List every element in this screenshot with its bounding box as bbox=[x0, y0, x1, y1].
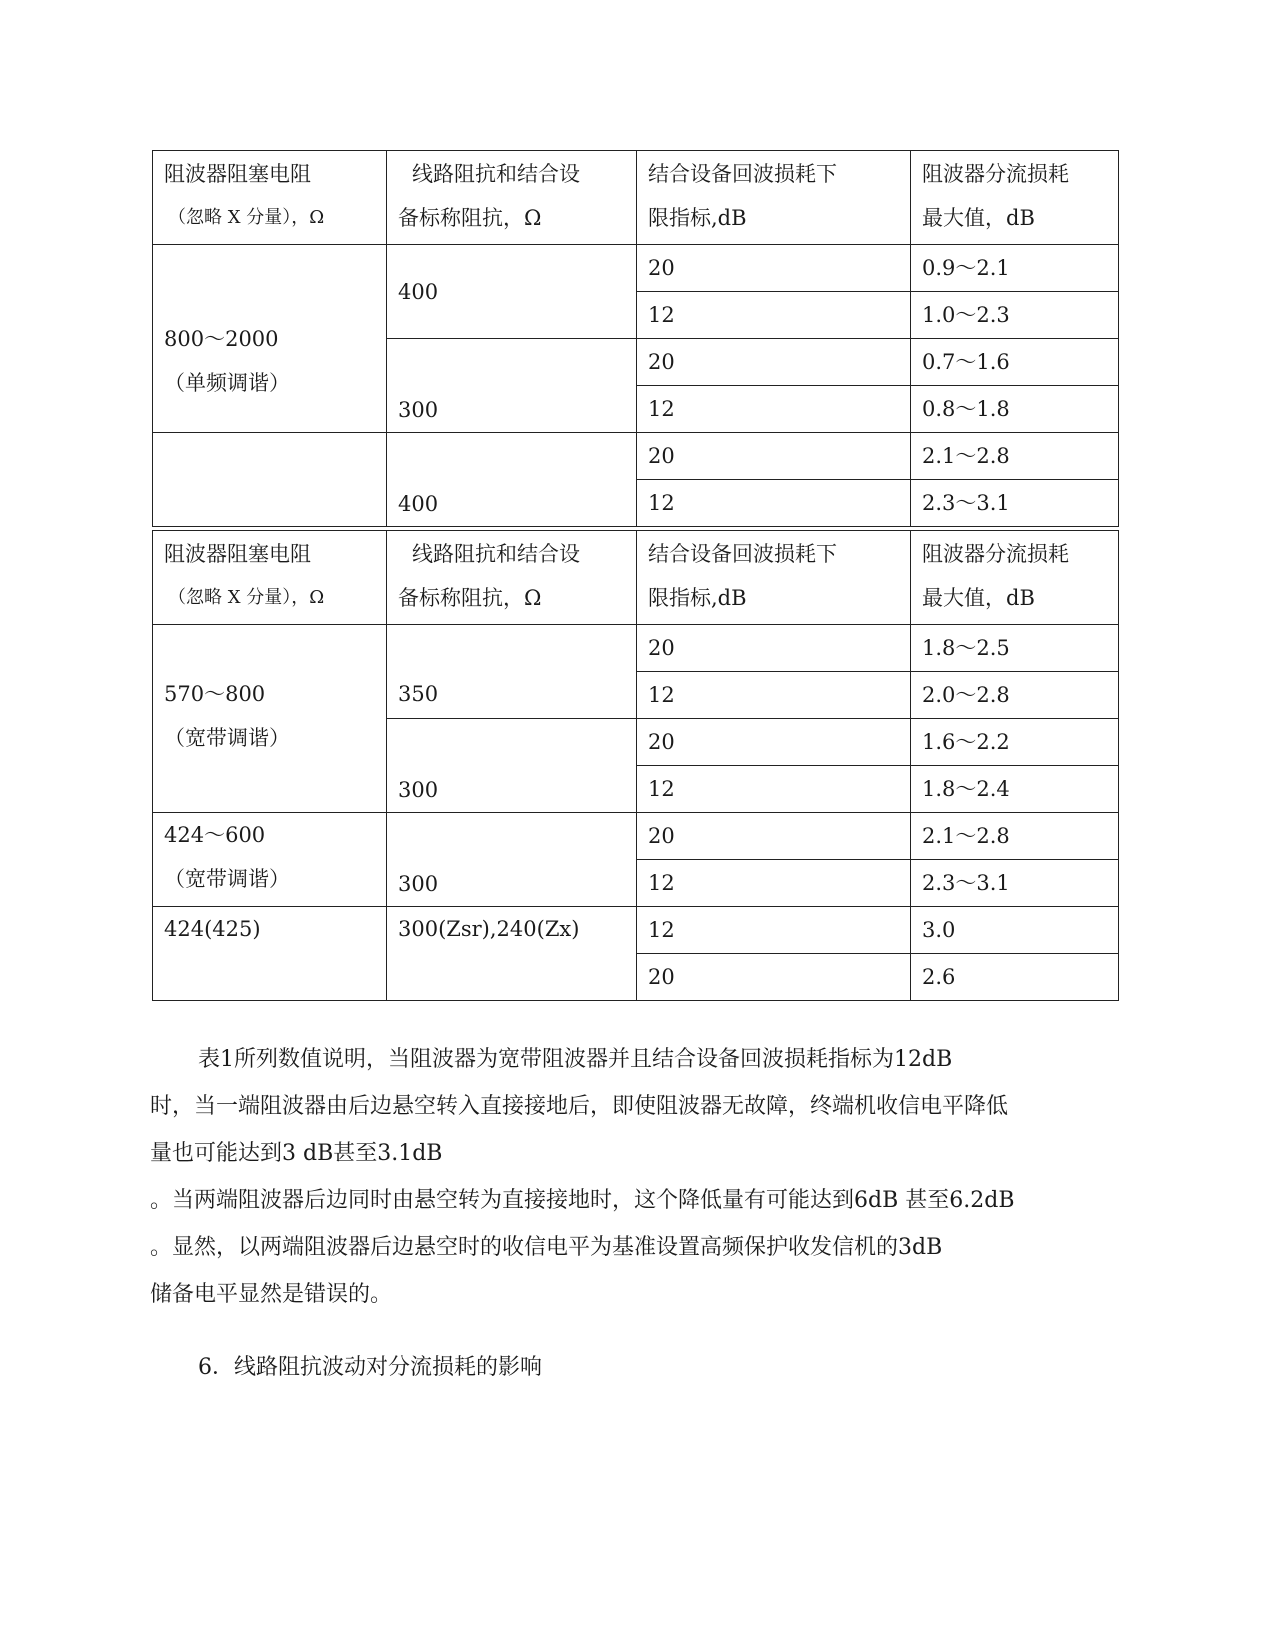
table-broadband bbox=[152, 530, 1119, 1001]
table-header-row bbox=[153, 531, 1119, 625]
table-row bbox=[153, 625, 1119, 672]
shunt-loss-cell: 1.8～2.4 bbox=[911, 766, 1119, 813]
header-blocking-resistance: 阻波器阻塞电阻 （忽略 X 分量），Ω bbox=[153, 151, 387, 245]
paragraph-line: 表1所列数值说明，当阻波器为宽带阻波器并且结合设备回波损耗指标为12dB bbox=[198, 1047, 953, 1072]
shunt-loss-cell: 2.1～2.8 bbox=[911, 433, 1119, 480]
shunt-loss-cell: 2.1～2.8 bbox=[911, 813, 1119, 860]
return-loss-cell: 20 bbox=[637, 433, 911, 480]
impedance-cell: 300(Zsr),240(Zx) bbox=[387, 907, 637, 1001]
table-row bbox=[153, 907, 1119, 954]
shunt-loss-cell: 2.6 bbox=[911, 954, 1119, 1001]
return-loss-cell: 12 bbox=[637, 386, 911, 433]
blocking-resistance-cell: 800～2000 （单频调谐） bbox=[153, 245, 387, 433]
shunt-loss-cell: 2.0～2.8 bbox=[911, 672, 1119, 719]
return-loss-cell: 20 bbox=[637, 245, 911, 292]
shunt-loss-cell: 1.8～2.5 bbox=[911, 625, 1119, 672]
return-loss-cell: 20 bbox=[637, 339, 911, 386]
table-row bbox=[153, 813, 1119, 860]
impedance-cell: 400 bbox=[387, 433, 637, 527]
return-loss-cell: 12 bbox=[637, 907, 911, 954]
header-line-impedance: 线路阻抗和结合设 备标称阻抗，Ω bbox=[387, 151, 637, 245]
impedance-cell: 400 bbox=[387, 245, 637, 339]
shunt-loss-cell: 0.8～1.8 bbox=[911, 386, 1119, 433]
paragraph-line: 储备电平显然是错误的。 bbox=[150, 1282, 393, 1307]
blocking-resistance-cell: 424～600 （宽带调谐） bbox=[153, 813, 387, 907]
shunt-loss-cell: 3.0 bbox=[911, 907, 1119, 954]
blocking-resistance-cell-empty bbox=[153, 433, 387, 527]
return-loss-cell: 12 bbox=[637, 766, 911, 813]
paragraph-line: 量也可能达到3 dB甚至3.1dB bbox=[150, 1141, 443, 1166]
return-loss-cell: 12 bbox=[637, 860, 911, 907]
paragraph-line: 时，当一端阻波器由后边悬空转入直接接地后，即使阻波器无故障，终端机收信电平降低 bbox=[150, 1094, 1009, 1119]
section-heading: 6．线路阻抗波动对分流损耗的影响 bbox=[198, 1355, 542, 1380]
shunt-loss-cell: 0.9～2.1 bbox=[911, 245, 1119, 292]
shunt-loss-cell: 1.0～2.3 bbox=[911, 292, 1119, 339]
header-return-loss: 结合设备回波损耗下 限指标,dB bbox=[637, 531, 911, 625]
table-row bbox=[153, 433, 1119, 480]
return-loss-cell: 20 bbox=[637, 813, 911, 860]
paragraph-line: 。当两端阻波器后边同时由悬空转为直接接地时，这个降低量有可能达到6dB 甚至6.2dB bbox=[150, 1188, 1015, 1213]
shunt-loss-cell: 2.3～3.1 bbox=[911, 860, 1119, 907]
table-single-frequency bbox=[152, 150, 1119, 527]
header-shunt-loss: 阻波器分流损耗 最大值，dB bbox=[911, 151, 1119, 245]
impedance-cell: 300 bbox=[387, 813, 637, 907]
header-shunt-loss: 阻波器分流损耗 最大值，dB bbox=[911, 531, 1119, 625]
paragraph-line: 。显然，以两端阻波器后边悬空时的收信电平为基准设置高频保护收发信机的3dB bbox=[150, 1235, 943, 1260]
table-header-row bbox=[153, 151, 1119, 245]
return-loss-cell: 20 bbox=[637, 625, 911, 672]
return-loss-cell: 12 bbox=[637, 672, 911, 719]
return-loss-cell: 20 bbox=[637, 954, 911, 1001]
header-blocking-resistance: 阻波器阻塞电阻 （忽略 X 分量），Ω bbox=[153, 531, 387, 625]
impedance-cell: 350 bbox=[387, 625, 637, 719]
impedance-cell: 300 bbox=[387, 719, 637, 813]
impedance-cell: 300 bbox=[387, 339, 637, 433]
header-return-loss: 结合设备回波损耗下 限指标,dB bbox=[637, 151, 911, 245]
header-line-impedance: 线路阻抗和结合设 备标称阻抗，Ω bbox=[387, 531, 637, 625]
return-loss-cell: 12 bbox=[637, 480, 911, 527]
return-loss-cell: 20 bbox=[637, 719, 911, 766]
table-row bbox=[153, 245, 1119, 292]
shunt-loss-cell: 0.7～1.6 bbox=[911, 339, 1119, 386]
blocking-resistance-cell: 570～800 （宽带调谐） bbox=[153, 625, 387, 813]
shunt-loss-cell: 2.3～3.1 bbox=[911, 480, 1119, 527]
return-loss-cell: 12 bbox=[637, 292, 911, 339]
shunt-loss-cell: 1.6～2.2 bbox=[911, 719, 1119, 766]
blocking-resistance-cell: 424(425) bbox=[153, 907, 387, 1001]
